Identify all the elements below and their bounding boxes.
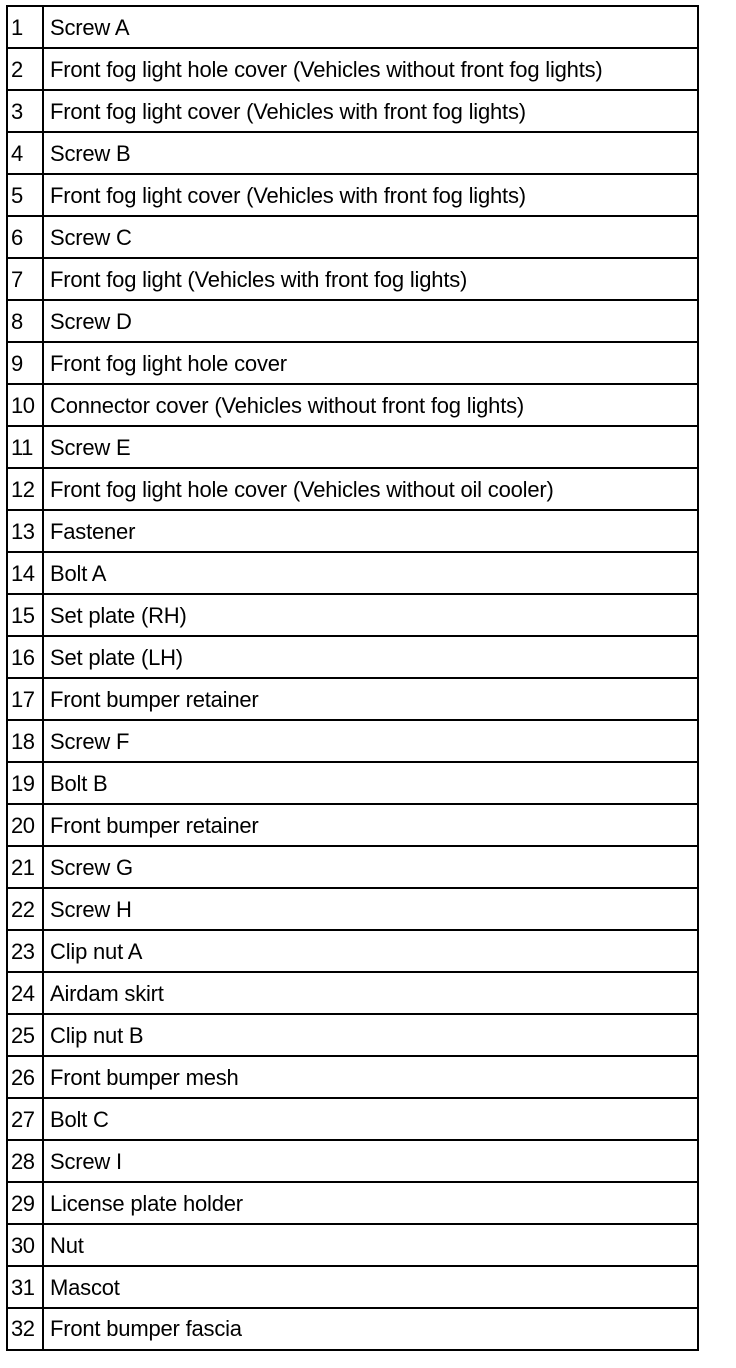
table-row	[8, 889, 697, 931]
part-number: 23	[8, 931, 44, 971]
part-number: 10	[8, 385, 44, 425]
part-description: Front fog light cover (Vehicles with front fog lights)	[50, 99, 526, 124]
table-row	[8, 1309, 697, 1349]
part-number: 28	[8, 1141, 44, 1181]
part-description: Front bumper retainer	[50, 813, 259, 838]
table-row	[8, 301, 697, 343]
table-row	[8, 847, 697, 889]
part-number: 17	[8, 679, 44, 719]
part-number: 21	[8, 847, 44, 887]
part-description: Screw G	[50, 855, 133, 880]
part-number: 9	[8, 343, 44, 383]
part-description: Bolt A	[50, 561, 107, 586]
part-number: 32	[8, 1309, 44, 1349]
part-description: Front fog light hole cover	[50, 351, 287, 376]
part-description: Screw D	[50, 309, 132, 334]
table-row	[8, 1225, 697, 1267]
part-number: 14	[8, 553, 44, 593]
table-row	[8, 931, 697, 973]
part-description: Screw H	[50, 897, 132, 922]
part-description: License plate holder	[50, 1191, 243, 1216]
table-row	[8, 763, 697, 805]
part-number: 2	[8, 49, 44, 89]
table-row	[8, 7, 697, 49]
part-description: Front bumper mesh	[50, 1065, 239, 1090]
part-number: 4	[8, 133, 44, 173]
part-description: Set plate (LH)	[50, 645, 183, 670]
part-number: 1	[8, 7, 44, 47]
part-description: Screw E	[50, 435, 131, 460]
part-number: 26	[8, 1057, 44, 1097]
table-row	[8, 1099, 697, 1141]
part-description: Screw B	[50, 141, 131, 166]
table-row	[8, 91, 697, 133]
table-row	[8, 1183, 697, 1225]
part-number: 3	[8, 91, 44, 131]
table-row	[8, 469, 697, 511]
part-number: 29	[8, 1183, 44, 1223]
table-row	[8, 175, 697, 217]
table-row	[8, 553, 697, 595]
table-row	[8, 595, 697, 637]
part-description: Airdam skirt	[50, 981, 164, 1006]
table-row	[8, 1015, 697, 1057]
part-description: Front fog light hole cover (Vehicles without front fog lights)	[50, 57, 603, 82]
part-number: 25	[8, 1015, 44, 1055]
part-number: 31	[8, 1267, 44, 1307]
part-description: Screw I	[50, 1149, 122, 1174]
part-description: Screw F	[50, 729, 130, 754]
part-number: 20	[8, 805, 44, 845]
table-row	[8, 805, 697, 847]
part-description: Front fog light hole cover (Vehicles without oil cooler)	[50, 477, 554, 502]
table-row	[8, 1141, 697, 1183]
table-row	[8, 259, 697, 301]
part-number: 27	[8, 1099, 44, 1139]
part-description: Front fog light cover (Vehicles with front fog lights)	[50, 183, 526, 208]
part-description: Front bumper retainer	[50, 687, 259, 712]
part-number: 13	[8, 511, 44, 551]
part-number: 15	[8, 595, 44, 635]
table-row	[8, 679, 697, 721]
table-row	[8, 637, 697, 679]
table-row	[8, 511, 697, 553]
part-description: Clip nut A	[50, 939, 143, 964]
table-row	[8, 721, 697, 763]
table-row	[8, 217, 697, 259]
part-number: 11	[8, 427, 44, 467]
table-row	[8, 1267, 697, 1309]
part-description: Screw A	[50, 15, 130, 40]
part-number: 16	[8, 637, 44, 677]
part-number: 30	[8, 1225, 44, 1265]
table-row	[8, 427, 697, 469]
part-number: 18	[8, 721, 44, 761]
table-row	[8, 49, 697, 91]
table-row	[8, 133, 697, 175]
part-description: Clip nut B	[50, 1023, 144, 1048]
part-description: Mascot	[50, 1275, 120, 1300]
part-number: 8	[8, 301, 44, 341]
part-number: 22	[8, 889, 44, 929]
table-row	[8, 1057, 697, 1099]
part-number: 7	[8, 259, 44, 299]
part-description: Bolt B	[50, 771, 108, 796]
part-description: Nut	[50, 1233, 84, 1258]
part-number: 24	[8, 973, 44, 1013]
part-number: 5	[8, 175, 44, 215]
table-row	[8, 343, 697, 385]
part-description: Set plate (RH)	[50, 603, 187, 628]
part-description: Bolt C	[50, 1107, 109, 1132]
part-description: Fastener	[50, 519, 136, 544]
part-description: Front fog light (Vehicles with front fog lights)	[50, 267, 468, 292]
part-description: Screw C	[50, 225, 132, 250]
part-number: 12	[8, 469, 44, 509]
part-number: 19	[8, 763, 44, 803]
parts-legend-table	[6, 5, 699, 1351]
table-row	[8, 385, 697, 427]
part-description: Connector cover (Vehicles without front fog lights)	[50, 393, 525, 418]
table-row	[8, 973, 697, 1015]
part-number: 6	[8, 217, 44, 257]
part-description: Front bumper fascia	[50, 1316, 242, 1341]
